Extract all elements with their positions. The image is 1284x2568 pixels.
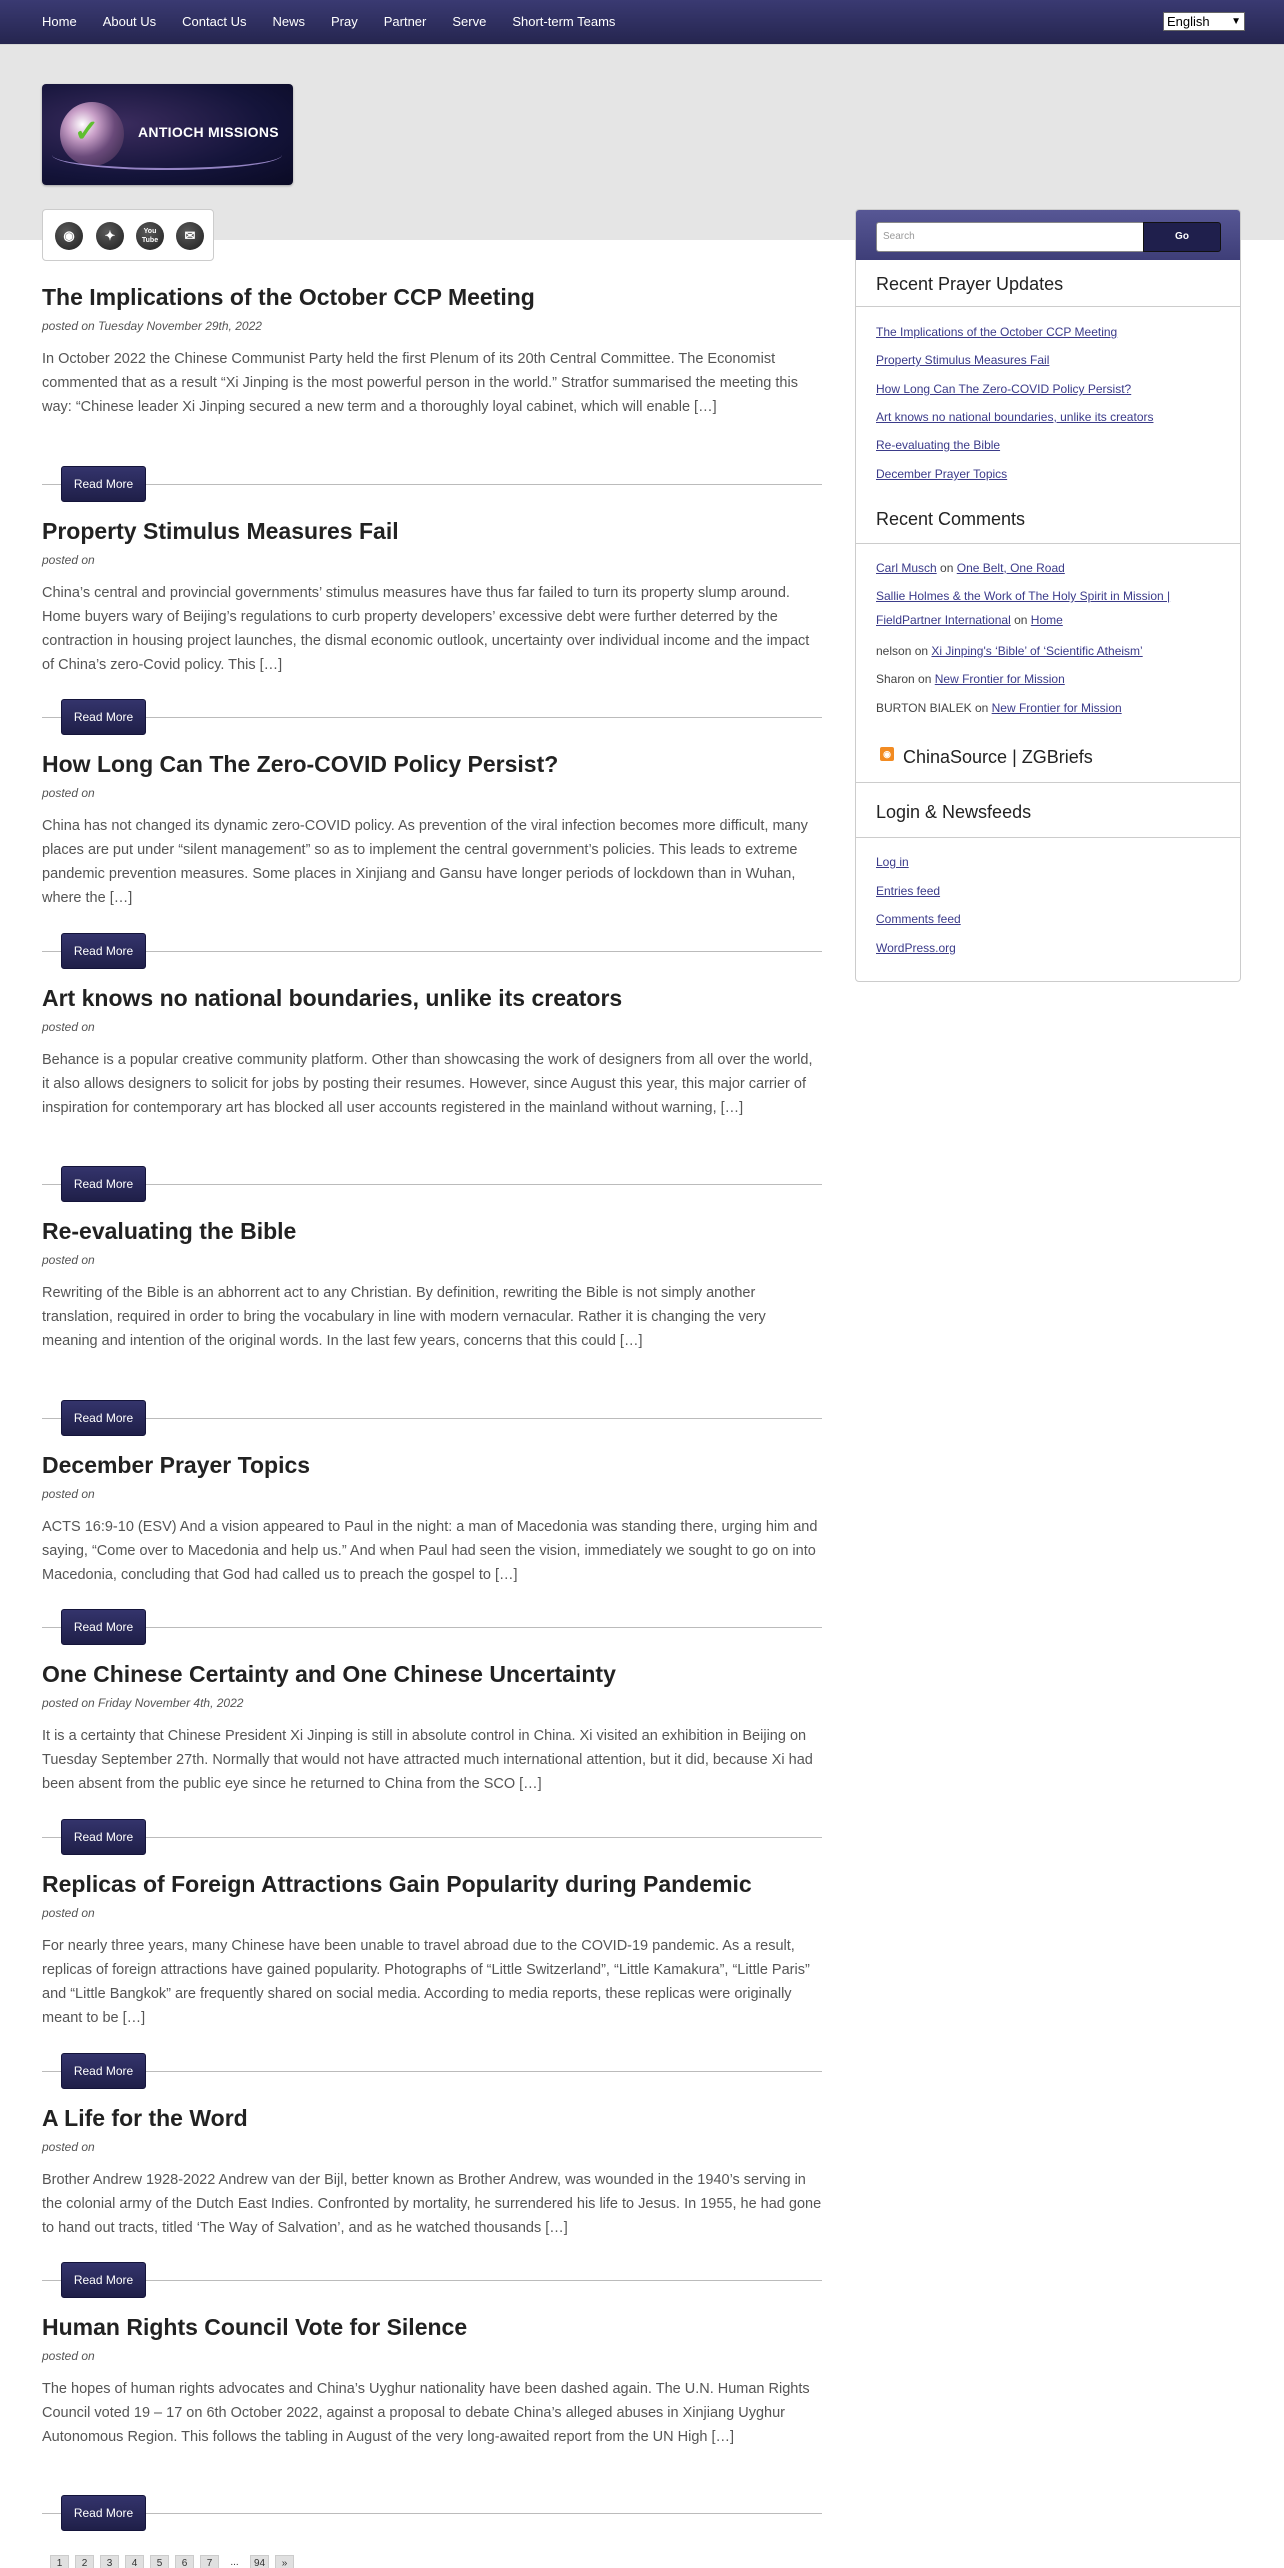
logo-text: ANTIOCH MISSIONS bbox=[138, 124, 279, 140]
language-value: English bbox=[1167, 14, 1210, 29]
post bbox=[42, 284, 822, 419]
comment-item bbox=[876, 584, 1226, 632]
divider bbox=[42, 484, 822, 485]
post-meta: posted on Tuesday November 29th, 2022 bbox=[42, 319, 262, 333]
feed-heading[interactable]: ChinaSource | ZGBriefs bbox=[903, 747, 1093, 767]
page-link[interactable]: 1 bbox=[50, 2555, 69, 2568]
read-more-button[interactable]: Read More bbox=[61, 2053, 146, 2089]
post-meta: posted on bbox=[42, 1906, 95, 1920]
post bbox=[42, 1871, 822, 2030]
wordpress-link[interactable]: WordPress.org bbox=[876, 941, 956, 955]
post bbox=[42, 1661, 822, 1796]
main-menu bbox=[42, 14, 641, 29]
comment-on-text: on bbox=[940, 561, 954, 575]
nav-pray[interactable]: Pray bbox=[331, 14, 358, 29]
post-title[interactable]: December Prayer Topics bbox=[42, 1452, 311, 1478]
divider bbox=[42, 1837, 822, 1838]
nav-partner[interactable]: Partner bbox=[383, 14, 427, 29]
comment-post-link[interactable]: One Belt, One Road bbox=[956, 561, 1065, 575]
post bbox=[42, 518, 822, 677]
comment-author: Sharon bbox=[876, 672, 915, 686]
divider bbox=[856, 837, 1241, 838]
page-link[interactable]: 3 bbox=[100, 2555, 119, 2568]
recent-prayer-link[interactable]: How Long Can The Zero-COVID Policy Persist? bbox=[876, 382, 1132, 396]
post bbox=[42, 751, 822, 910]
search-input[interactable]: Search bbox=[876, 222, 1145, 252]
recent-prayer-link[interactable]: The Implications of the October CCP Meeting bbox=[876, 325, 1118, 339]
nav-news[interactable]: News bbox=[272, 14, 305, 29]
post-meta: posted on bbox=[42, 786, 95, 800]
post-title[interactable]: One Chinese Certainty and One Chinese Uncertainty bbox=[42, 1661, 616, 1687]
post bbox=[42, 2105, 822, 2240]
nav-about-us[interactable]: About Us bbox=[102, 14, 157, 29]
post-excerpt: In October 2022 the Chinese Communist Party held the first Plenum of its 20th Central Committee. The Economist commented that as a result “Xi Jinping is the most powerful person in the world.” Stratfor summarised the meeting this way: “Chinese leader Xi Jinping secured a new term and a thoroughly loyal cabinet, which will enable […] bbox=[42, 351, 798, 415]
login-link[interactable]: Log in bbox=[876, 855, 909, 869]
read-more-button[interactable]: Read More bbox=[61, 2262, 146, 2298]
page-link[interactable]: 94 bbox=[250, 2555, 269, 2568]
social-icons bbox=[42, 209, 214, 261]
post-title[interactable]: The Implications of the October CCP Meeting bbox=[42, 284, 535, 310]
post bbox=[42, 2314, 822, 2449]
comment-author-link[interactable]: Sallie Holmes & the Work of The Holy Spirit in Mission | FieldPartner International bbox=[876, 589, 1171, 627]
comment-item bbox=[876, 696, 1226, 720]
divider bbox=[856, 782, 1241, 783]
pagination bbox=[50, 2555, 300, 2568]
page-link[interactable]: 6 bbox=[175, 2555, 194, 2568]
comment-item bbox=[876, 556, 1226, 580]
swoosh-decoration bbox=[52, 140, 282, 170]
comment-on-text: on bbox=[1014, 613, 1028, 627]
post-excerpt: It is a certainty that Chinese President Xi Jinping is still in absolute control in China. Xi visited an exhibition in Beijing on Tuesday September 27th. Normally that would not have attracted much international attention, but it did, because Xi had been absent from the public eye since he returned to China from the SCO […] bbox=[42, 1728, 813, 1792]
comment-on-text: on bbox=[918, 672, 932, 686]
post bbox=[42, 1452, 822, 1587]
post-title[interactable]: A Life for the Word bbox=[42, 2105, 248, 2131]
divider bbox=[42, 951, 822, 952]
comments-feed-link[interactable]: Comments feed bbox=[876, 912, 961, 926]
sidebar bbox=[855, 209, 1241, 982]
comment-on-text: on bbox=[974, 701, 989, 715]
nav-home[interactable]: Home bbox=[42, 14, 77, 29]
page-link[interactable]: 4 bbox=[125, 2555, 144, 2568]
post bbox=[42, 1218, 822, 1353]
divider bbox=[856, 306, 1241, 307]
post bbox=[42, 985, 822, 1120]
comment-author-link[interactable]: Carl Musch bbox=[876, 561, 937, 575]
post-excerpt: ACTS 16:9-10 (ESV) And a vision appeared to Paul in the night: a man of Macedonia was standing there, urging him and saying, “Come over to Macedonia and help us.” And when Paul had seen the vision, immediately we sought to go on into Macedonia, concluding that God had called us to preach the gospel to […] bbox=[42, 1519, 818, 1583]
page-link[interactable]: 5 bbox=[150, 2555, 169, 2568]
recent-prayer-heading: Recent Prayer Updates bbox=[876, 274, 1064, 294]
divider bbox=[42, 2513, 822, 2514]
top-nav-bar bbox=[0, 0, 1284, 44]
post-title[interactable]: Art knows no national boundaries, unlike its creators bbox=[42, 985, 623, 1011]
divider bbox=[42, 717, 822, 718]
divider bbox=[42, 1418, 822, 1419]
recent-comments-heading: Recent Comments bbox=[876, 509, 1026, 529]
post-meta: posted on bbox=[42, 2349, 95, 2363]
recent-prayer-link[interactable]: Property Stimulus Measures Fail bbox=[876, 353, 1050, 367]
comment-author: nelson bbox=[876, 644, 912, 658]
next-page-link[interactable]: » bbox=[275, 2555, 294, 2568]
read-more-button[interactable]: Read More bbox=[61, 2495, 146, 2531]
comment-item bbox=[876, 667, 1226, 691]
read-more-button[interactable]: Read More bbox=[61, 1166, 146, 1202]
page-ellipsis: ... bbox=[230, 2557, 239, 2568]
post-excerpt: Behance is a popular creative community platform. Other than showcasing the work of designers from all over the world, it also allows designers to solicit for jobs by posting their resumes. However, since August this year, this major carrier of inspiration for contemporary art has blocked all user accounts registered in the mainland without warning, […] bbox=[42, 1052, 813, 1116]
comment-post-link[interactable]: New Frontier for Mission bbox=[991, 701, 1122, 715]
email-icon[interactable]: ✉ bbox=[176, 222, 204, 250]
read-more-button[interactable]: Read More bbox=[61, 1609, 146, 1645]
comment-on-text: on bbox=[914, 644, 929, 658]
post-excerpt: Brother Andrew 1928-2022 Andrew van der Bijl, better known as Brother Andrew, was wounded in the 1940’s serving in the colonial army of the Dutch East Indies. Confronted by mortality, he surrendered his life to Jesus. In 1955, he had gone to hand out tracts, titled ‘The Way of Salvation’, and as he watched thousands […] bbox=[42, 2172, 822, 2236]
read-more-button[interactable]: Read More bbox=[61, 1819, 146, 1855]
search-bar bbox=[856, 210, 1241, 260]
checkmark-icon: ✓ bbox=[74, 115, 100, 148]
comment-author: BURTON BIALEK bbox=[876, 701, 972, 715]
post-meta: posted on bbox=[42, 553, 95, 567]
divider bbox=[42, 2071, 822, 2072]
post-meta: posted on bbox=[42, 1487, 95, 1501]
post-excerpt: Rewriting of the Bible is an abhorrent act to any Christian. By definition, rewriting the Bible is not simply another translation, required in order to bring the vocabulary in line with modern vernacular. Rather it is changing the very meaning and intention of the original words. In the last few years, concerns that this could […] bbox=[42, 1285, 766, 1349]
recent-prayer-link[interactable]: Art knows no national boundaries, unlike its creators bbox=[876, 410, 1154, 424]
nav-serve[interactable]: Serve bbox=[452, 14, 487, 29]
read-more-button[interactable]: Read More bbox=[61, 1400, 146, 1436]
post-title[interactable]: Property Stimulus Measures Fail bbox=[42, 518, 399, 544]
youtube-icon[interactable]: You Tube bbox=[136, 222, 164, 250]
read-more-button[interactable]: Read More bbox=[61, 699, 146, 735]
comment-post-link[interactable]: Xi Jinping's ‘Bible’ of ‘Scientific Atheism’ bbox=[931, 644, 1143, 658]
nav-short-term-teams[interactable]: Short-term Teams bbox=[512, 14, 616, 29]
post-excerpt: For nearly three years, many Chinese have been unable to travel abroad due to the COVID-19 pandemic. As a result, replicas of foreign attractions have gained popularity. Photographs of “Little Switzerland”, “Little Kamakura”, “Little Paris” and “Little Bangkok” are frequently shared on social media. According to media reports, these replicas were originally meant to be […] bbox=[42, 1938, 810, 2026]
recent-prayer-link[interactable]: Re-evaluating the Bible bbox=[876, 438, 1001, 452]
divider bbox=[42, 1184, 822, 1185]
language-select[interactable] bbox=[1163, 12, 1245, 31]
post-excerpt: China’s central and provincial governments’ stimulus measures have thus far failed to turn its property slump around. Home buyers wary of Beijing’s regulations to curb property developers’ excessive debt were further deterred by the contraction in housing project launches, the dismal economic outlook, uncertainty over individual income and the impact of China’s zero-Covid policy. This […] bbox=[42, 585, 810, 673]
login-heading: Login & Newsfeeds bbox=[876, 802, 1032, 822]
search-go-button[interactable]: Go bbox=[1143, 222, 1221, 252]
post-excerpt: China has not changed its dynamic zero-COVID policy. As prevention of the viral infection becomes more difficult, many places are put under “silent management” so as to implement the central government’s policies. This leads to extreme pandemic prevention measures. Some places in Xinjiang and Gansu have longer periods of lockdown than in Wuhan, where the […] bbox=[42, 818, 808, 906]
post-meta: posted on bbox=[42, 1253, 95, 1267]
rss-feed-icon[interactable]: ◉ bbox=[880, 747, 894, 761]
divider bbox=[856, 543, 1241, 544]
chevron-down-icon: ▼ bbox=[1231, 16, 1241, 27]
recent-prayer-link[interactable]: December Prayer Topics bbox=[876, 467, 1008, 481]
comment-post-link[interactable]: Home bbox=[1030, 613, 1063, 627]
post-meta: posted on bbox=[42, 2140, 95, 2154]
post-title[interactable]: Replicas of Foreign Attractions Gain Popularity during Pandemic bbox=[42, 1871, 752, 1897]
divider bbox=[42, 2280, 822, 2281]
comment-post-link[interactable]: New Frontier for Mission bbox=[934, 672, 1065, 686]
comment-item bbox=[876, 639, 1226, 663]
rss-icon[interactable]: ◉ bbox=[55, 222, 83, 250]
page-link[interactable]: 2 bbox=[75, 2555, 94, 2568]
nav-contact-us[interactable]: Contact Us bbox=[182, 14, 247, 29]
read-more-button[interactable]: Read More bbox=[61, 466, 146, 502]
page-link[interactable]: 7 bbox=[200, 2555, 219, 2568]
post-excerpt: The hopes of human rights advocates and China’s Uyghur nationality have been dashed again. The U.N. Human Rights Council voted 19 – 17 on 6th October 2022, against a proposal to debate China’s alleged abuses in Xinjiang Uyghur Autonomous Region. This follows the tabling in August of the very long-awaited report from the UN High […] bbox=[42, 2381, 810, 2445]
divider bbox=[42, 1627, 822, 1628]
site-logo[interactable] bbox=[42, 84, 293, 185]
post-meta: posted on Friday November 4th, 2022 bbox=[42, 1696, 244, 1710]
post-title[interactable]: Human Rights Council Vote for Silence bbox=[42, 2314, 468, 2340]
post-title[interactable]: Re-evaluating the Bible bbox=[42, 1218, 297, 1244]
post-meta: posted on bbox=[42, 1020, 95, 1034]
post-title[interactable]: How Long Can The Zero-COVID Policy Persist? bbox=[42, 751, 559, 777]
twitter-icon[interactable]: ✦ bbox=[96, 222, 124, 250]
entries-feed-link[interactable]: Entries feed bbox=[876, 884, 941, 898]
read-more-button[interactable]: Read More bbox=[61, 933, 146, 969]
